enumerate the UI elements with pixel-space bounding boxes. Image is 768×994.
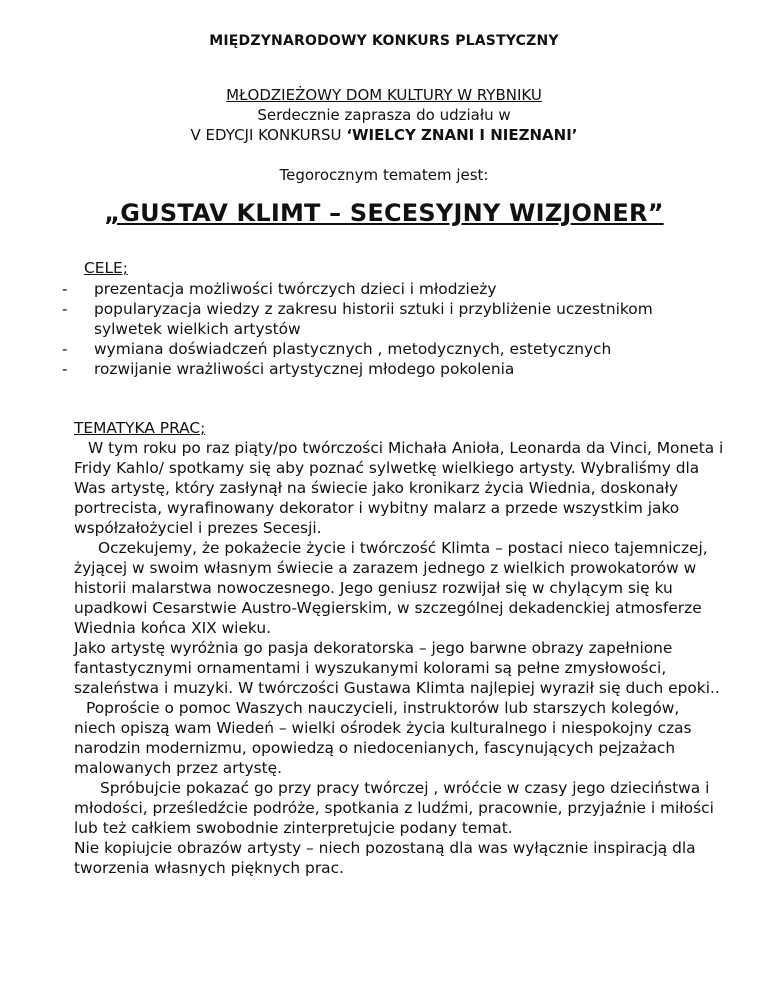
list-item bbox=[62, 339, 722, 359]
works-paragraph: Nie kopiujcie obrazów artysty – niech pozostaną dla was wyłącznie inspiracją dla tworzenia własnych pięknych prac. bbox=[74, 839, 696, 877]
bullet-dash: - bbox=[62, 300, 68, 318]
goals-list bbox=[62, 279, 722, 379]
works-heading: TEMATYKA PRAC; bbox=[74, 419, 206, 437]
edition-name: ‘WIELCY ZNANI I NIEZNANI’ bbox=[346, 126, 578, 144]
competition-heading: MIĘDZYNARODOWY KONKURS PLASTYCZNY bbox=[209, 33, 559, 49]
works-paragraph: Oczekujemy, że pokażecie życie i twórczość Klimta – postaci nieco tajemniczej, żyjącej w swoim własnym świecie a zarazem jednego z wielkich prowokatorów w historii malarstwa nowoczesnego. Jego geniusz rozwijał się w chylącym się ku upadkowi Cesarstwie Austro-Węgierskim, w szczególnej dekadenckiej atmosferze Wiednia końca XIX wieku. bbox=[74, 539, 708, 637]
bullet-dash: - bbox=[62, 360, 68, 378]
works-paragraph: Jako artystę wyróżnia go pasja dekoratorska – jego barwne obrazy zapełnione fantastycznymi ornamentami i wyszukanymi kolorami są pełne zmysłowości, szaleństwa i muzyki. W twórczości Gustawa Klimta najlepiej wyraził się duch epoki.. bbox=[74, 639, 720, 697]
bullet-dash: - bbox=[62, 340, 68, 358]
invitation-line: Serdecznie zaprasza do udziału w bbox=[257, 106, 511, 124]
works-paragraph: Spróbujcie pokazać go przy pracy twórczej , wróćcie w czasy jego dzieciństwa i młodości, prześledźcie podróże, spotkania z ludźmi, pracownie, przyjaźnie i miłości lub też całkiem swobodnie zinterpretujcie podany temat. bbox=[74, 779, 714, 837]
list-item bbox=[62, 279, 722, 299]
works-paragraph: Poproście o pomoc Waszych nauczycieli, instruktorów lub starszych kolegów, niech opiszą wam Wiedeń – wielki ośrodek życia kulturalnego i niespokojny czas narodzin modernizmu, opowiedzą o niedocenianych, fascynujących pejzażach malowanych przez artystę. bbox=[74, 699, 692, 777]
goal-text: popularyzacja wiedzy z zakresu historii sztuki i przybliżenie uczestnikom sylwetek wielkich artystów bbox=[94, 300, 653, 338]
organizer-name: MŁODZIEŻOWY DOM KULTURY W RYBNIKU bbox=[226, 86, 542, 104]
theme-intro: Tegorocznym tematem jest: bbox=[279, 166, 489, 184]
works-paragraph: W tym roku po raz piąty/po twórczości Michała Anioła, Leonarda da Vinci, Moneta i Fridy Kahlo/ spotkamy się aby poznać sylwetkę wielkiego artysty. Wybraliśmy dla Was artystę, który zasłynął na świecie jako kronikarz życia Wiednia, doskonały portrecista, wyrafinowany dekorator i wybitny malarz a przede wszystkim jako współzałożyciel i prezes Secesji. bbox=[74, 439, 724, 537]
bullet-dash: - bbox=[62, 280, 68, 298]
goals-heading: CELE; bbox=[84, 259, 128, 277]
goal-text: prezentacja możliwości twórczych dzieci i młodzieży bbox=[94, 280, 497, 298]
edition-line bbox=[0, 126, 768, 144]
edition-prefix: V EDYCJI KONKURSU bbox=[190, 126, 347, 144]
theme-title: „GUSTAV KLIMT – SECESYJNY WIZJONER” bbox=[104, 199, 664, 227]
list-item bbox=[62, 299, 722, 339]
goal-text: rozwijanie wrażliwości artystycznej młodego pokolenia bbox=[94, 360, 515, 378]
goal-text: wymiana doświadczeń plastycznych , metodycznych, estetycznych bbox=[94, 340, 612, 358]
works-body bbox=[74, 438, 724, 878]
list-item bbox=[62, 359, 722, 379]
